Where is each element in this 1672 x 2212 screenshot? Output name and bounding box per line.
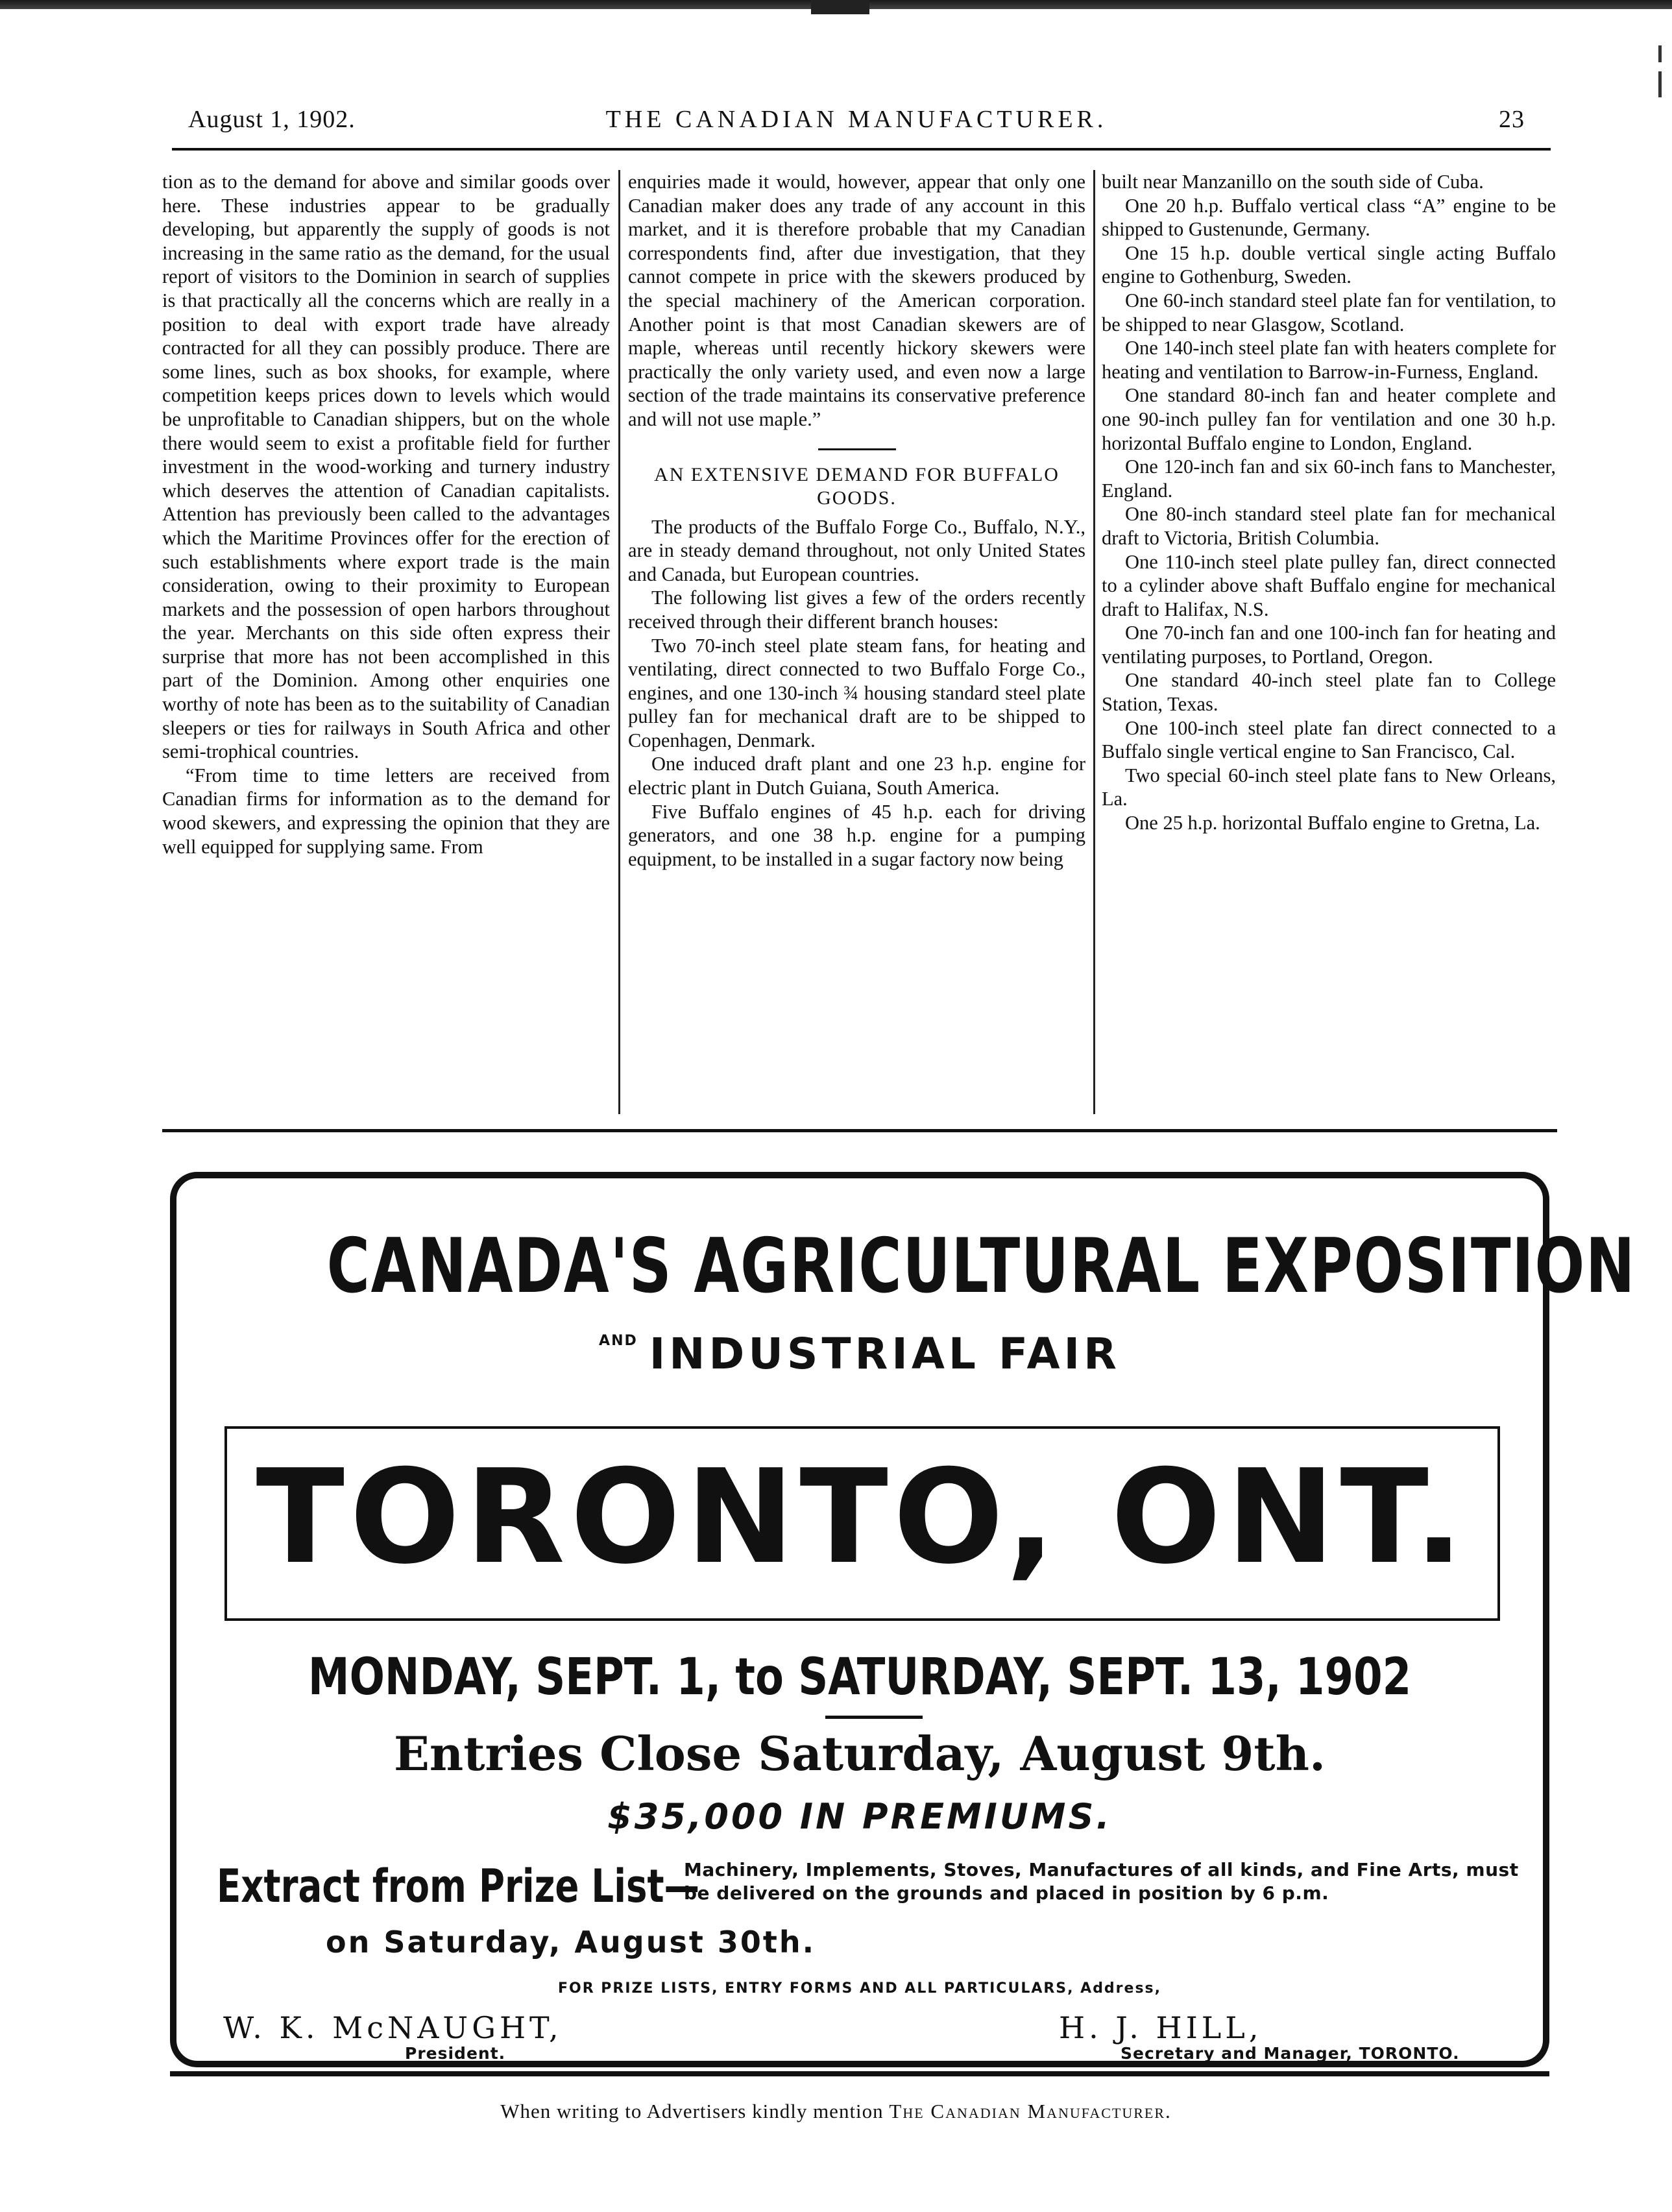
article-heading: AN EXTENSIVE DEMAND FOR BUFFALO GOODS.	[654, 463, 1060, 509]
header-rule	[172, 148, 1551, 151]
scan-mark-right	[1658, 45, 1662, 62]
paragraph: tion as to the demand for above and similar goods over here. These industries appear to be gradually developing, but apparently the supply of goods is not increasing in the same ratio as the demand, for the usual report of visitors to the Dominion in search of supplies is that practically all the concerns which are really in a position to deal with export trade have already contracted for all they can possibly produce. There are some lines, such as box shooks, for example, where competition keeps prices down to levels which would be unprofitable to Canadian shippers, but on the whole there would seem to exist a profitable field for further investment in the wood-working and turnery industry which deserves the attention of Canadian capitalists. Attention has previously been called to the advantages which the Maritime Provinces offer for the erection of such establishments where export trade is the main consideration, owing to their proximity to European markets and the possession of open harbors throughout the year. Merchants on this side often express their surprise that more has not been accomplished in this part of the Dominion. Among other enquiries one worthy of note has been as to the suitability of Canadian sleepers or ties for railways in South Africa and other semi-trophical countries.	[162, 171, 610, 763]
ad-bottom-rule	[170, 2071, 1549, 2076]
paragraph: One 100-inch steel plate fan direct connected to a Buffalo single vertical engine to San Francisco, Cal.	[1102, 716, 1556, 763]
ad-particulars: FOR PRIZE LISTS, ENTRY FORMS AND ALL PARTICULARS, Address,	[557, 1980, 1162, 1997]
exposition-advertisement	[170, 1172, 1636, 2067]
ad-extract-date: on Saturday, August 30th.	[326, 1925, 816, 1960]
ad-president-role: President.	[405, 2044, 506, 2063]
paragraph: One 80-inch standard steel plate fan for mechanical draft to Victoria, British Columbia.	[1102, 503, 1556, 549]
paragraph: One 25 h.p. horizontal Buffalo engine to Gretna, La.	[1125, 812, 1540, 834]
paragraph: “From time to time letters are received from Canadian firms for information as to the demand for wood skewers, and expressing the opinion that they are well equipped for supplying same. From	[162, 764, 610, 858]
paragraph: One 120-inch fan and six 60-inch fans to Manchester, England.	[1102, 456, 1556, 502]
footer-text: When writing to Advertisers kindly mention	[500, 2100, 884, 2122]
paragraph: One standard 80-inch fan and heater complete and one 90-inch pulley fan for ventilation and one 30 h.p. horizontal Buffalo engine to London, England.	[1102, 384, 1556, 454]
ad-separator	[825, 1716, 923, 1719]
ad-entries: Entries Close Saturday, August 9th.	[393, 1726, 1326, 1781]
paragraph: Two special 60-inch steel plate fans to New Orleans, La.	[1102, 764, 1556, 810]
footer-publication: The Canadian Manufacturer.	[889, 2100, 1172, 2122]
column-divider	[618, 170, 620, 1114]
ad-and: AND	[599, 1333, 638, 1349]
ad-extract	[217, 1856, 1519, 1921]
body-bottom-rule	[162, 1129, 1557, 1132]
ad-city: TORONTO, ONT.	[256, 1442, 1469, 1593]
page-header	[188, 105, 1525, 144]
publication-title: THE CANADIAN MANUFACTURER.	[605, 106, 1108, 133]
article-column-2	[628, 170, 1085, 1117]
article-column-1	[162, 170, 610, 1117]
ad-president-name: W. K. McNAUGHT,	[223, 2010, 563, 2045]
paragraph: One 20 h.p. Buffalo vertical class “A” engine to be shipped to Gustenunde, Germany.	[1102, 194, 1556, 241]
ad-extract-text: Machinery, Implements, Stoves, Manufactures of all kinds, and Fine Arts, must be delivered on the grounds and placed in position by 6 p.m.	[684, 1859, 1519, 1904]
paragraph: One 15 h.p. double vertical single acting Buffalo engine to Gothenburg, Sweden.	[1102, 241, 1556, 288]
paragraph: The products of the Buffalo Forge Co., Buffalo, N.Y., are in steady demand throughout, not only United States and Canada, but European countries.	[628, 515, 1085, 585]
paragraph: One 60-inch standard steel plate fan for ventilation, to be shipped to near Glasgow, Scotland.	[1102, 289, 1556, 335]
paragraph: One standard 40-inch steel plate fan to College Station, Texas.	[1102, 669, 1556, 716]
scan-edge-notch	[811, 0, 869, 14]
ad-secretary-name: H. J. HILL,	[1059, 2010, 1263, 2045]
paragraph: One 110-inch steel plate pulley fan, direct connected to a cylinder above shaft Buffalo engine for mechanical draft to Halifax, N.S.	[1102, 550, 1556, 620]
ad-subtitle-line	[176, 1329, 1543, 1379]
paragraph: One induced draft plant and one 23 h.p. engine for electric plant in Dutch Guiana, South America.	[628, 753, 1085, 799]
page-number: 23	[1499, 106, 1525, 133]
ad-secretary-role: Secretary and Manager, TORONTO.	[1121, 2044, 1460, 2063]
article-column-3	[1102, 170, 1556, 1117]
column-divider	[1093, 170, 1095, 1114]
paragraph: One 140-inch steel plate fan with heaters complete for heating and ventilation to Barrow-in-Furness, England.	[1102, 337, 1556, 383]
ad-city-box	[224, 1426, 1500, 1621]
paragraph: enquiries made it would, however, appear that only one Canadian maker does any trade of any account in this market, and it is therefore probable that my Canadian correspondents find, after due investigation, that they cannot compete in price with the skewers produced by the special machinery of the American corporation. Another point is that most Canadian skewers are of maple, whereas until recently hickory skewers were practically the only variety used, and even now a large section of the trade maintains its conservative preference and will not use maple.”	[628, 171, 1085, 430]
ad-title: CANADA'S AGRICULTURAL EXPOSITION	[326, 1222, 1636, 1310]
paragraph: One 70-inch fan and one 100-inch fan for heating and ventilating purposes, to Portland, Oregon.	[1102, 622, 1556, 668]
paragraph: Two 70-inch steel plate steam fans, for heating and ventilating, direct connected to two Buffalo Forge Co., engines, and one 130-inch ¾ housing standard steel plate pulley fan for mechanical draft are to be shipped to Copenhagen, Denmark.	[628, 634, 1085, 751]
ad-subtitle: INDUSTRIAL FAIR	[649, 1329, 1121, 1379]
ad-extract-label: Extract from Prize List—	[217, 1860, 700, 1913]
ad-dates: MONDAY, SEPT. 1, to SATURDAY, SEPT. 13, 1902	[308, 1648, 1412, 1707]
paragraph: Five Buffalo engines of 45 h.p. each for driving generators, and one 38 h.p. engine for a pumping equipment, to be installed in a sugar factory now being	[628, 800, 1085, 870]
paragraph: The following list gives a few of the orders recently received through their different branch houses:	[628, 587, 1085, 633]
section-separator	[818, 448, 896, 450]
scan-mark-right	[1658, 71, 1662, 97]
ad-premiums: $35,000 IN PREMIUMS.	[607, 1796, 1112, 1837]
page-footer	[0, 2100, 1672, 2123]
paragraph: built near Manzanillo on the south side of Cuba.	[1102, 171, 1484, 193]
issue-date: August 1, 1902.	[188, 106, 356, 133]
